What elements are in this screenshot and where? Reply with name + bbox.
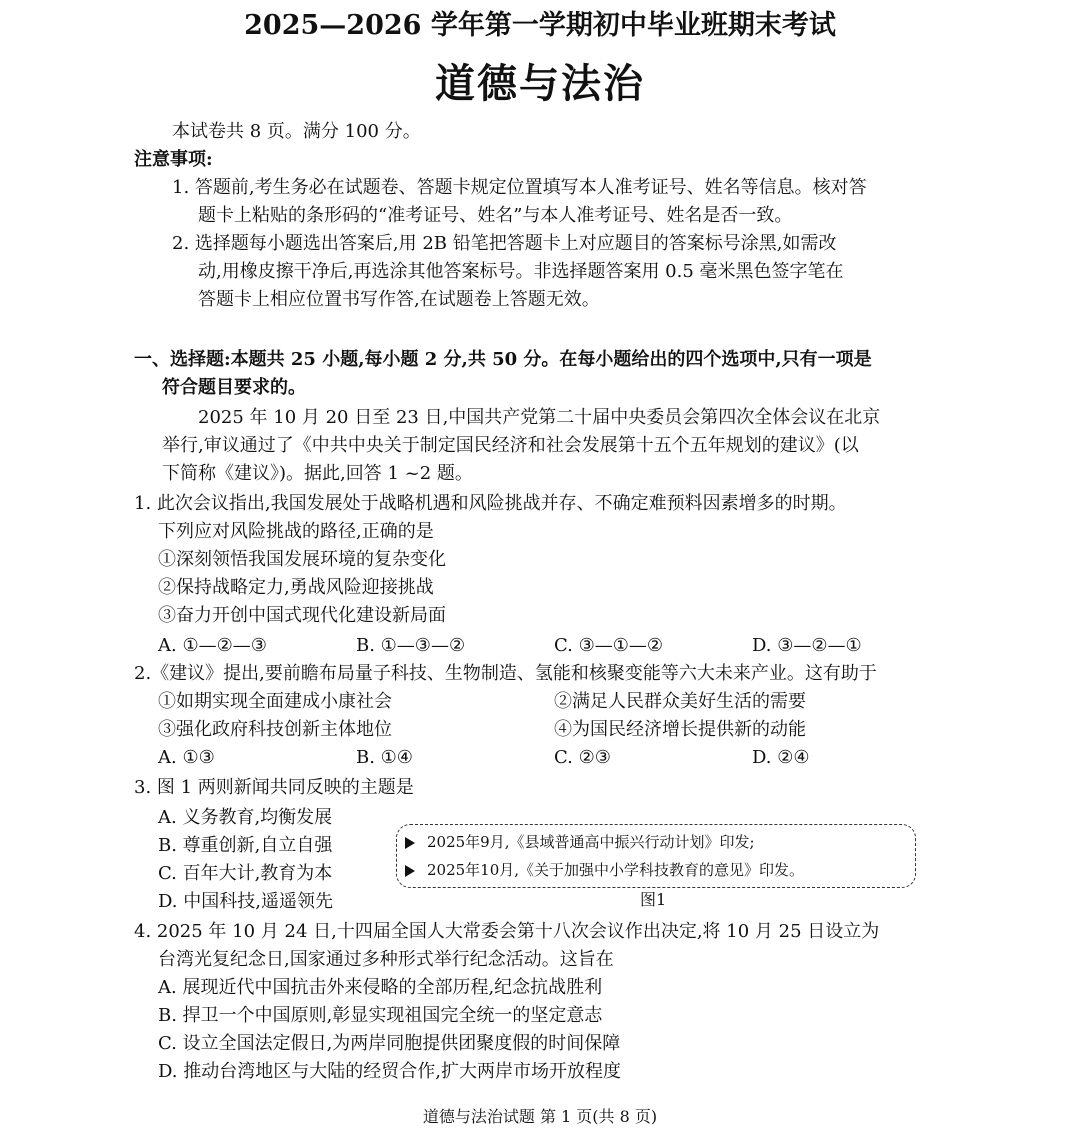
material-line-1: 2025 年 10 月 20 日至 23 日,中国共产党第二十届中央委员会第四次全体会议在北京 xyxy=(198,407,881,428)
q3-option-a: A. 义务教育,均衡发展 xyxy=(158,807,333,828)
q2-statement-3: ③强化政府科技创新主体地位 xyxy=(158,719,392,740)
q1-option-c: C. ③—①—② xyxy=(554,635,663,656)
material-line-2: 举行,审议通过了《中共中央关于制定国民经济和社会发展第十五个五年规划的建议》(以 xyxy=(162,435,859,456)
page-footer: 道德与法治试题 第 1 页(共 8 页) xyxy=(422,1107,658,1126)
q1-statement-2: ②保持战略定力,勇战风险迎接挑战 xyxy=(158,577,434,598)
notice-item-2-line-3: 答题卡上相应位置书写作答,在试题卷上答题无效。 xyxy=(198,289,600,310)
q4-option-c: C. 设立全国法定假日,为两岸同胞提供团聚度假的时间保障 xyxy=(158,1033,621,1054)
news-item-2 xyxy=(405,859,804,881)
figure-1-news-box xyxy=(396,824,916,888)
q2-statement-4: ④为国民经济增长提供新的动能 xyxy=(554,719,806,740)
q2-statement-1: ①如期实现全面建成小康社会 xyxy=(158,691,392,712)
q4-option-d: D. 推动台湾地区与大陆的经贸合作,扩大两岸市场开放程度 xyxy=(158,1061,621,1082)
q3-option-c: C. 百年大计,教育为本 xyxy=(158,863,333,884)
q1-stem-line-1: 1. 此次会议指出,我国发展处于战略机遇和风险挑战并存、不确定难预料因素增多的时期。 xyxy=(134,493,847,514)
q4-stem-line-2: 台湾光复纪念日,国家通过多种形式举行纪念活动。这旨在 xyxy=(158,949,614,970)
q1-option-d: D. ③—②—① xyxy=(752,635,862,656)
q2-option-a: A. ①③ xyxy=(158,747,215,768)
intro-text: 本试卷共 8 页。满分 100 分。 xyxy=(172,121,421,142)
q1-statement-1: ①深刻领悟我国发展环境的复杂变化 xyxy=(158,549,446,570)
notice-item-1-line-2: 题卡上粘贴的条形码的“准考证号、姓名”与本人准考证号、姓名是否一致。 xyxy=(198,205,793,226)
exam-title: 2025—2026 学年第一学期初中毕业班期末考试 xyxy=(244,10,836,41)
arrow-icon xyxy=(405,865,415,877)
q4-option-b: B. 捍卫一个中国原则,彰显实现祖国完全统一的坚定意志 xyxy=(158,1005,603,1026)
q1-option-a: A. ①—②—③ xyxy=(158,635,267,656)
notice-heading: 注意事项: xyxy=(134,149,213,170)
subject-title: 道德与法治 xyxy=(435,60,645,107)
q2-statement-2: ②满足人民群众美好生活的需要 xyxy=(554,691,806,712)
q2-stem: 2.《建议》提出,要前瞻布局量子科技、生物制造、氢能和核聚变能等六大未来产业。这有助于 xyxy=(134,663,877,684)
q4-option-a: A. 展现近代中国抗击外来侵略的全部历程,纪念抗战胜利 xyxy=(158,977,603,998)
q2-option-b: B. ①④ xyxy=(356,747,413,768)
notice-item-1-line-1: 1. 答题前,考生务必在试题卷、答题卡规定位置填写本人准考证号、姓名等信息。核对答 xyxy=(172,177,867,198)
q3-stem: 3. 图 1 两则新闻共同反映的主题是 xyxy=(134,777,414,798)
q3-option-d: D. 中国科技,遥遥领先 xyxy=(158,891,333,912)
q2-option-c: C. ②③ xyxy=(554,747,611,768)
news-item-2-text: 2025年10月,《关于加强中小学科技教育的意见》印发。 xyxy=(427,861,805,879)
figure-label: 图1 xyxy=(640,890,667,909)
news-item-1-text: 2025年9月,《县域普通高中振兴行动计划》印发; xyxy=(427,833,755,851)
q3-option-b: B. 尊重创新,自立自强 xyxy=(158,835,333,856)
notice-item-2-line-1: 2. 选择题每小题选出答案后,用 2B 铅笔把答题卡上对应题目的答案标号涂黑,如需改 xyxy=(172,233,837,254)
q1-stem-line-2: 下列应对风险挑战的路径,正确的是 xyxy=(158,521,434,542)
material-line-3: 下简称《建议》)。据此,回答 1 ~2 题。 xyxy=(162,463,473,484)
notice-item-2-line-2: 动,用橡皮擦干净后,再选涂其他答案标号。非选择题答案用 0.5 毫米黑色签字笔在 xyxy=(198,261,844,282)
q4-stem-line-1: 4. 2025 年 10 月 24 日,十四届全国人大常委会第十八次会议作出决定,将 10 月 25 日设立为 xyxy=(134,921,880,942)
section-heading-line-2: 符合题目要求的。 xyxy=(162,377,306,398)
q2-option-d: D. ②④ xyxy=(752,747,810,768)
section-heading-line-1: 一、选择题:本题共 25 小题,每小题 2 分,共 50 分。在每小题给出的四个选项中,只有一项是 xyxy=(134,349,872,370)
arrow-icon xyxy=(405,837,415,849)
news-item-1 xyxy=(405,831,755,853)
q1-option-b: B. ①—③—② xyxy=(356,635,466,656)
q1-statement-3: ③奋力开创中国式现代化建设新局面 xyxy=(158,605,446,626)
